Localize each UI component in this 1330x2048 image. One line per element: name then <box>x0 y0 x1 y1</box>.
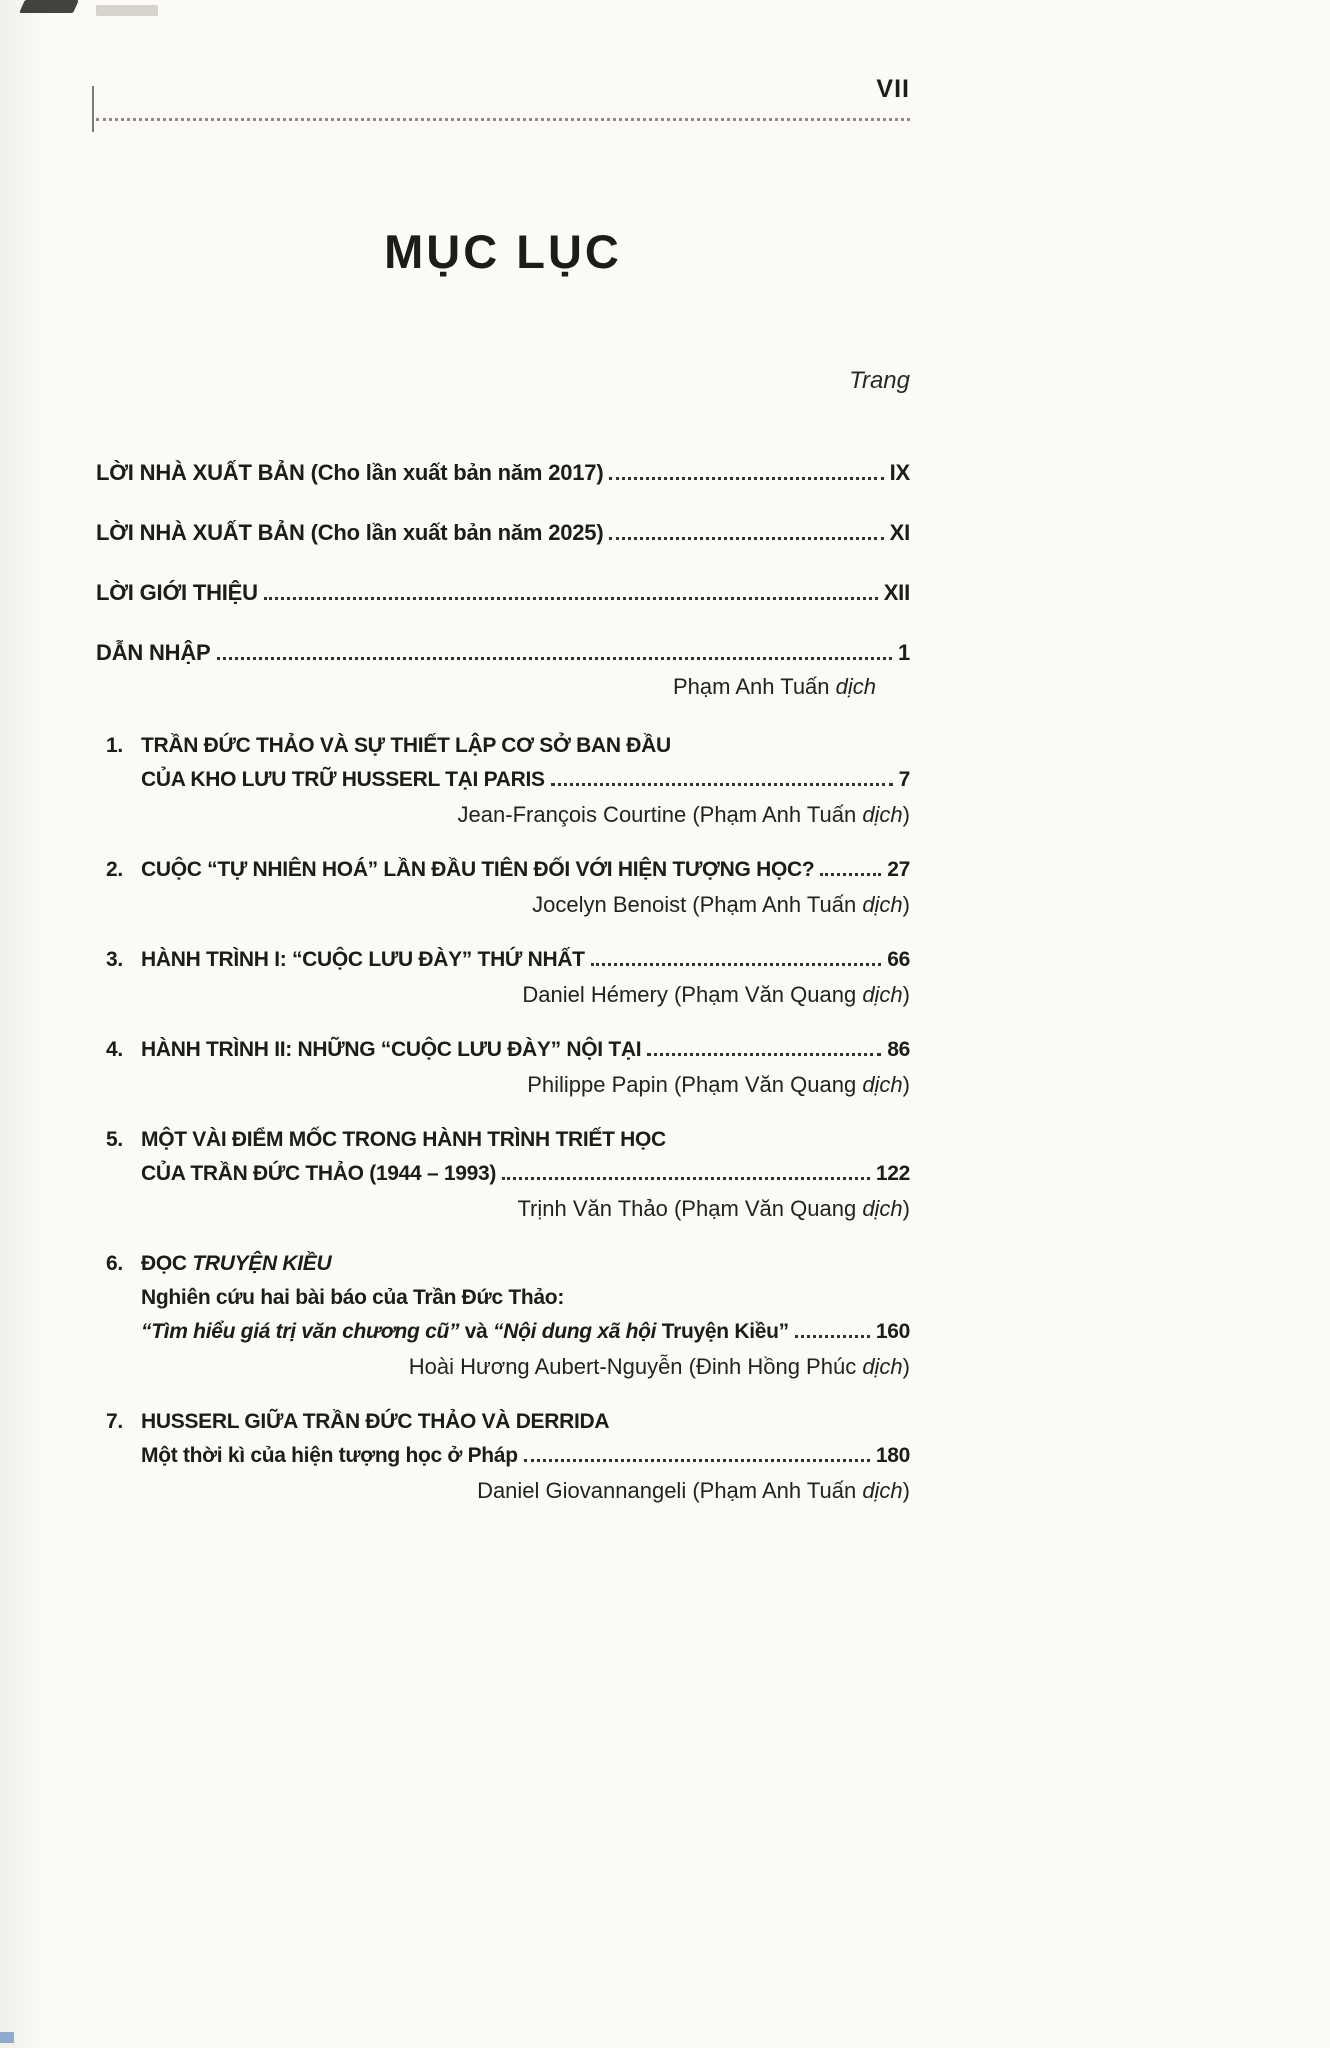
translator-dich: dịch <box>862 1196 903 1221</box>
dot-leader <box>217 657 892 660</box>
toc-page-number: XI <box>889 520 910 545</box>
toc-chapter-title-line: CỦA TRẦN ĐỨC THẢO (1944 – 1993) 122 <box>141 1157 910 1191</box>
chapter-body <box>141 1405 910 1505</box>
chapter-number: 6. <box>106 1252 123 1275</box>
toc-chapter-6 <box>96 1247 910 1381</box>
toc-page-number: 160 <box>875 1320 910 1343</box>
dot-leader <box>795 1335 870 1338</box>
dot-leader <box>647 1053 881 1056</box>
column-header-trang: Trang <box>849 367 910 394</box>
header-dotted-rule <box>96 118 910 121</box>
chapter-number: 4. <box>106 1038 123 1061</box>
toc-entry-introduction <box>96 577 910 609</box>
toc-chapter-title-line: TRẦN ĐỨC THẢO VÀ SỰ THIẾT LẬP CƠ SỞ BAN ĐẦU <box>141 734 671 757</box>
chapter-number: 2. <box>106 858 123 881</box>
toc-translator-line: Trịnh Văn Thảo (Phạm Văn Quang dịch) <box>517 1196 910 1221</box>
scan-artifact <box>92 86 94 132</box>
toc-chapter-subtitle-line: Một thời kì của hiện tượng học ở Pháp 180 <box>141 1439 910 1473</box>
toc-entry-line <box>96 637 910 669</box>
toc-translator-line: Jean-François Courtine (Phạm Anh Tuấn dịch) <box>457 802 910 827</box>
translator-dich: dịch <box>862 1478 903 1503</box>
toc-page-number: 180 <box>875 1444 910 1467</box>
chapter-number: 3. <box>106 948 123 971</box>
dot-leader <box>609 537 883 540</box>
toc-translator-line: Hoài Hương Aubert-Nguyễn (Đinh Hồng Phúc dịch) <box>408 1354 910 1379</box>
translator-dich: dịch <box>862 982 903 1007</box>
chapter-body <box>141 1123 910 1223</box>
translator-name: Phạm Anh Tuấn <box>672 674 836 699</box>
folio-row <box>96 0 910 106</box>
front-matter-list <box>96 457 910 701</box>
toc-translator-line: Philippe Papin (Phạm Văn Quang dịch) <box>527 1072 910 1097</box>
toc-chapter-title-line: MỘT VÀI ĐIỂM MỐC TRONG HÀNH TRÌNH TRIẾT HỌC <box>141 1128 666 1151</box>
toc-chapter-7 <box>96 1405 910 1505</box>
toc-entry-label: LỜI NHÀ XUẤT BẢN (Cho lần xuất bản năm 2025) <box>96 520 604 545</box>
toc-chapter-title-line: HÀNH TRÌNH I: “CUỘC LƯU ĐÀY” THỨ NHẤT 66 <box>141 943 910 977</box>
author-translator: Hoài Hương Aubert-Nguyễn (Đinh Hồng Phúc <box>408 1354 863 1379</box>
toc-entry-line <box>96 457 910 489</box>
toc-translator-line: Daniel Hémery (Phạm Văn Quang dịch) <box>522 982 910 1007</box>
translator-dich: dịch <box>835 674 876 699</box>
toc-chapter-title-line: CUỘC “TỰ NHIÊN HOÁ” LẦN ĐẦU TIÊN ĐỐI VỚI HIỆN TƯỢNG HỌC? 27 <box>141 853 910 887</box>
chapter-number: 5. <box>106 1128 123 1151</box>
author-translator: Philippe Papin (Phạm Văn Quang <box>527 1072 863 1097</box>
dot-leader <box>524 1459 870 1462</box>
page-content <box>96 0 910 1505</box>
chapter-number: 1. <box>106 734 123 757</box>
toc-chapter-subtitle-line: Nghiên cứu hai bài báo của Trần Đức Thảo: <box>141 1286 565 1309</box>
dot-leader <box>502 1177 870 1180</box>
toc-page-number: IX <box>889 460 910 485</box>
toc-page-number: 27 <box>887 858 910 881</box>
dot-leader <box>264 597 878 600</box>
chapter-number: 7. <box>106 1410 123 1433</box>
toc-translator-line: Jocelyn Benoist (Phạm Anh Tuấn dịch) <box>532 892 910 917</box>
translator-dich: dịch <box>862 1072 903 1097</box>
page-number-folio: VII <box>876 75 910 103</box>
toc-chapter-5 <box>96 1123 910 1223</box>
toc-chapter-title-line: HÀNH TRÌNH II: NHỮNG “CUỘC LƯU ĐÀY” NỘI TẠI 86 <box>141 1033 910 1067</box>
toc-page-number: XII <box>883 580 910 605</box>
dot-leader <box>591 963 882 966</box>
toc-chapter-3 <box>96 943 910 1009</box>
mixed-title-text: “Tìm hiểu giá trị văn chương cũ” và “Nội dung xã hội Truyện Kiều” <box>141 1320 789 1343</box>
author-translator: Trịnh Văn Thảo (Phạm Văn Quang <box>517 1196 863 1221</box>
translator-dich: dịch <box>862 802 903 827</box>
chapter-body <box>141 943 910 1009</box>
author-translator: Jean-François Courtine (Phạm Anh Tuấn <box>457 802 863 827</box>
toc-translator-line <box>96 673 910 701</box>
toc-chapter-title-line <box>141 1315 910 1349</box>
toc-page-number: 7 <box>898 768 910 791</box>
toc-chapter-4 <box>96 1033 910 1099</box>
toc-page-number: 86 <box>887 1038 910 1061</box>
toc-entry-publisher-note-2025 <box>96 517 910 549</box>
dot-leader <box>820 873 881 876</box>
toc-entry-line <box>96 517 910 549</box>
chapter-body <box>141 1033 910 1099</box>
scan-artifact <box>0 2032 14 2043</box>
toc-entry-preamble <box>96 637 910 701</box>
author-translator: Daniel Giovannangeli (Phạm Anh Tuấn <box>477 1478 863 1503</box>
chapter-body <box>141 853 910 919</box>
dot-leader <box>609 477 883 480</box>
dot-leader <box>551 783 893 786</box>
toc-translator-line: Daniel Giovannangeli (Phạm Anh Tuấn dịch) <box>477 1478 910 1503</box>
toc-chapter-title-line: HUSSERL GIỮA TRẦN ĐỨC THẢO VÀ DERRIDA <box>141 1410 610 1433</box>
toc-entry-label: LỜI GIỚI THIỆU <box>96 580 258 605</box>
chapter-body <box>141 729 910 829</box>
translator-dich: dịch <box>862 892 903 917</box>
author-translator: Daniel Hémery (Phạm Văn Quang <box>522 982 863 1007</box>
toc-entry-label: DẪN NHẬP <box>96 640 211 665</box>
toc-chapter-title-line: CỦA KHO LƯU TRỮ HUSSERL TẠI PARIS 7 <box>141 763 910 797</box>
toc-page-number: 66 <box>887 948 910 971</box>
translator-dich: dịch <box>862 1354 903 1379</box>
toc-chapter-1 <box>96 729 910 829</box>
chapter-body <box>141 1247 910 1381</box>
scan-artifact <box>19 0 79 13</box>
author-translator: Jocelyn Benoist (Phạm Anh Tuấn <box>532 892 863 917</box>
toc-entry-publisher-note-2017 <box>96 457 910 489</box>
toc-chapter-title-line: ĐỌC TRUYỆN KIỀU <box>141 1252 332 1275</box>
chapter-list <box>96 729 910 1505</box>
toc-page-number: 1 <box>897 640 910 665</box>
page-title: MỤC LỤC <box>384 225 622 278</box>
toc-entry-line <box>96 577 910 609</box>
toc-page-number: 122 <box>875 1162 910 1185</box>
toc-entry-label: LỜI NHÀ XUẤT BẢN (Cho lần xuất bản năm 2017) <box>96 460 604 485</box>
toc-chapter-2 <box>96 853 910 919</box>
